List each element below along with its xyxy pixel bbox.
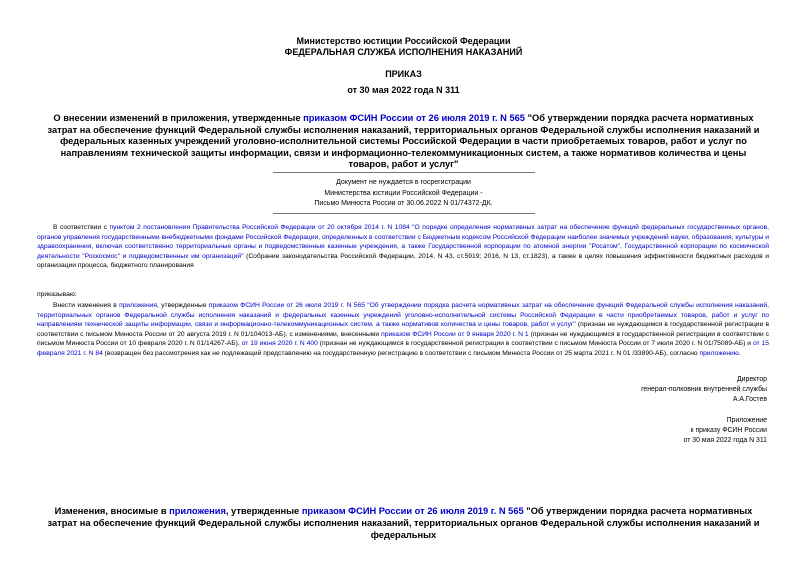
appendix-line-3: от 30 мая 2022 года N 311 bbox=[683, 437, 767, 444]
body-text-3: (признан не нуждающимся в государственной регистрации в соответствии с письмом Минюста России от 20 августа 2019 г. N 01/104013-АБ), с изменениями, внесенными bbox=[37, 321, 769, 338]
body-link-appendices[interactable]: приложения bbox=[119, 302, 158, 309]
ministry-name: Министерство юстиции Российской Федерации bbox=[296, 36, 511, 46]
body-link-order-84[interactable]: от 15 февраля 2021 г. N 84 bbox=[37, 340, 770, 357]
title-text-pre: О внесении изменений в приложения, утвержденные bbox=[53, 113, 304, 123]
body-text-6: (возвращен без рассмотрения как не подлежащий представлению на государственную регистрацию в соответствии с письмом Минюста России от 25 марта 2021 г. N 01 /33890-АБ), согласно bbox=[102, 349, 700, 357]
note-line-2: Министерства юстиции Российской Федерации - bbox=[324, 189, 483, 197]
preamble-text-1: В соответствии с bbox=[53, 224, 110, 231]
body-text-5: (признан не нуждающимся в государственной регистрации в соответствии с письмом Минюста России от 7 июля 2020 г. N 01/75089-АБ) и bbox=[317, 340, 753, 348]
title-text-post: "Об утверждении порядка расчета нормативных затрат на обеспечение функций Федеральной службы исполнения наказаний, территориальных органов Федеральной службы исполнения наказаний и федеральных казенных учреждений уголовно-исполнительной системы Российской Федерации в части приобретаемых товаров, работ и услуг по направлениям технической защиты информации, связи и информационно-телекоммуникационных систем, а также нормативов количества и цены товаров, работ и услуг" bbox=[47, 113, 760, 170]
service-name: ФЕДЕРАЛЬНАЯ СЛУЖБА ИСПОЛНЕНИЯ НАКАЗАНИЙ bbox=[284, 47, 523, 57]
changes-title-post: "Об утверждении порядка расчета нормативных затрат на обеспечение функций Федеральной службы исполнения наказаний, территориальных органов Федеральной службы исполнения наказаний и федеральных bbox=[47, 506, 760, 540]
signature-name: А.А.Гостев bbox=[732, 396, 767, 403]
preamble-paragraph bbox=[37, 223, 769, 271]
registration-note bbox=[0, 178, 807, 210]
changes-title-mid: , утвержденные bbox=[225, 506, 302, 516]
body-text-7: . bbox=[738, 349, 741, 357]
body-link-order-1[interactable]: приказом ФСИН России от 9 января 2020 г. N 1 bbox=[381, 330, 529, 338]
appendix-line-1: Приложение bbox=[726, 417, 767, 424]
changes-title bbox=[40, 505, 767, 541]
note-bottom-rule bbox=[273, 213, 535, 214]
order-date-number: от 30 мая 2022 года N 311 bbox=[347, 85, 460, 95]
signature-position: Директор bbox=[736, 376, 767, 383]
doc-type: ПРИКАЗ bbox=[385, 69, 422, 79]
body-text-2: , утвержденные bbox=[157, 302, 209, 309]
note-line-3: Письмо Минюста России от 30.06.2022 N 01/74372-ДК. bbox=[314, 200, 493, 207]
body-text-1: Внести изменения в bbox=[53, 302, 120, 309]
signature-rank: генерал-полковник внутренней службы bbox=[641, 386, 767, 393]
title-link-order-565[interactable]: приказом ФСИН России от 26 июля 2019 г. N 565 bbox=[303, 113, 525, 123]
order-title bbox=[40, 113, 767, 171]
signature-block bbox=[641, 375, 767, 405]
changes-title-pre: Изменения, вносимые в bbox=[54, 506, 170, 516]
note-line-1: Документ не нуждается в госрегистрации bbox=[336, 179, 471, 186]
changes-title-link-order-565[interactable]: приказом ФСИН России от 26 июля 2019 г. N 565 bbox=[301, 506, 524, 516]
body-text-4: (признан не нуждающимся в государственной регистрации в соответствии с письмом Минюста России от 10 февраля 2020 г. N 01/14267-АБ), bbox=[37, 330, 769, 348]
preamble-text-2: (Собрание законодательства Российской Федерации, 2014, N 43, ст.5919; 2016, N 13, ст.1823), а также в целях повышения эффективности бюджетных расходов и организации процесса, бюджетного планирования bbox=[37, 252, 770, 270]
body-paragraph bbox=[37, 301, 769, 359]
appendix-block bbox=[684, 416, 767, 446]
order-word: приказываю: bbox=[37, 291, 77, 298]
changes-title-link-appendices[interactable]: приложения bbox=[169, 506, 226, 516]
note-top-rule bbox=[273, 172, 535, 173]
appendix-line-2: к приказу ФСИН России bbox=[690, 427, 767, 434]
preamble-link-decree-1084[interactable]: пунктом 2 постановления Правительства Российской Федерации от 20 октября 2014 г. N 1084 "О порядке определения нормативных затрат на обеспечение функций федеральных государственных органов, органов управления государственными внебюджетными фондами Российской Федерации, определенных в соответствии с Бюджетным кодексом Российской Федерации наиболее значимых учреждений науки, образования, культуры и здравоохранения, включая соответственно территориальные органы и подведомственные казенные учреждения, а также Государственной корпорации по атомной энергии "Росатом", Государственной корпорации по космической деятельности "Роскосмос" и подведомственных им организаций" bbox=[37, 224, 770, 260]
body-link-order-400[interactable]: от 19 июня 2020 г. N 400 bbox=[241, 340, 318, 348]
body-link-appendix[interactable]: приложению bbox=[699, 349, 739, 357]
body-link-order-565[interactable]: приказом ФСИН России от 26 июля 2019 г. N 565 "Об утверждении порядка расчета нормативных затрат на обеспечение функций Федеральной службы исполнения наказаний, территориальных органов Федеральной службы исполнения наказаний и федеральных казенных учреждений уголовно-исполнительной системы Российской Федерации в части приобретаемых товаров, работ и услуг по направлениям технической защиты информации, связи и информационно-телекоммуникационных систем, а также нормативов количества и цены товаров, работ и услуг" bbox=[37, 302, 769, 329]
